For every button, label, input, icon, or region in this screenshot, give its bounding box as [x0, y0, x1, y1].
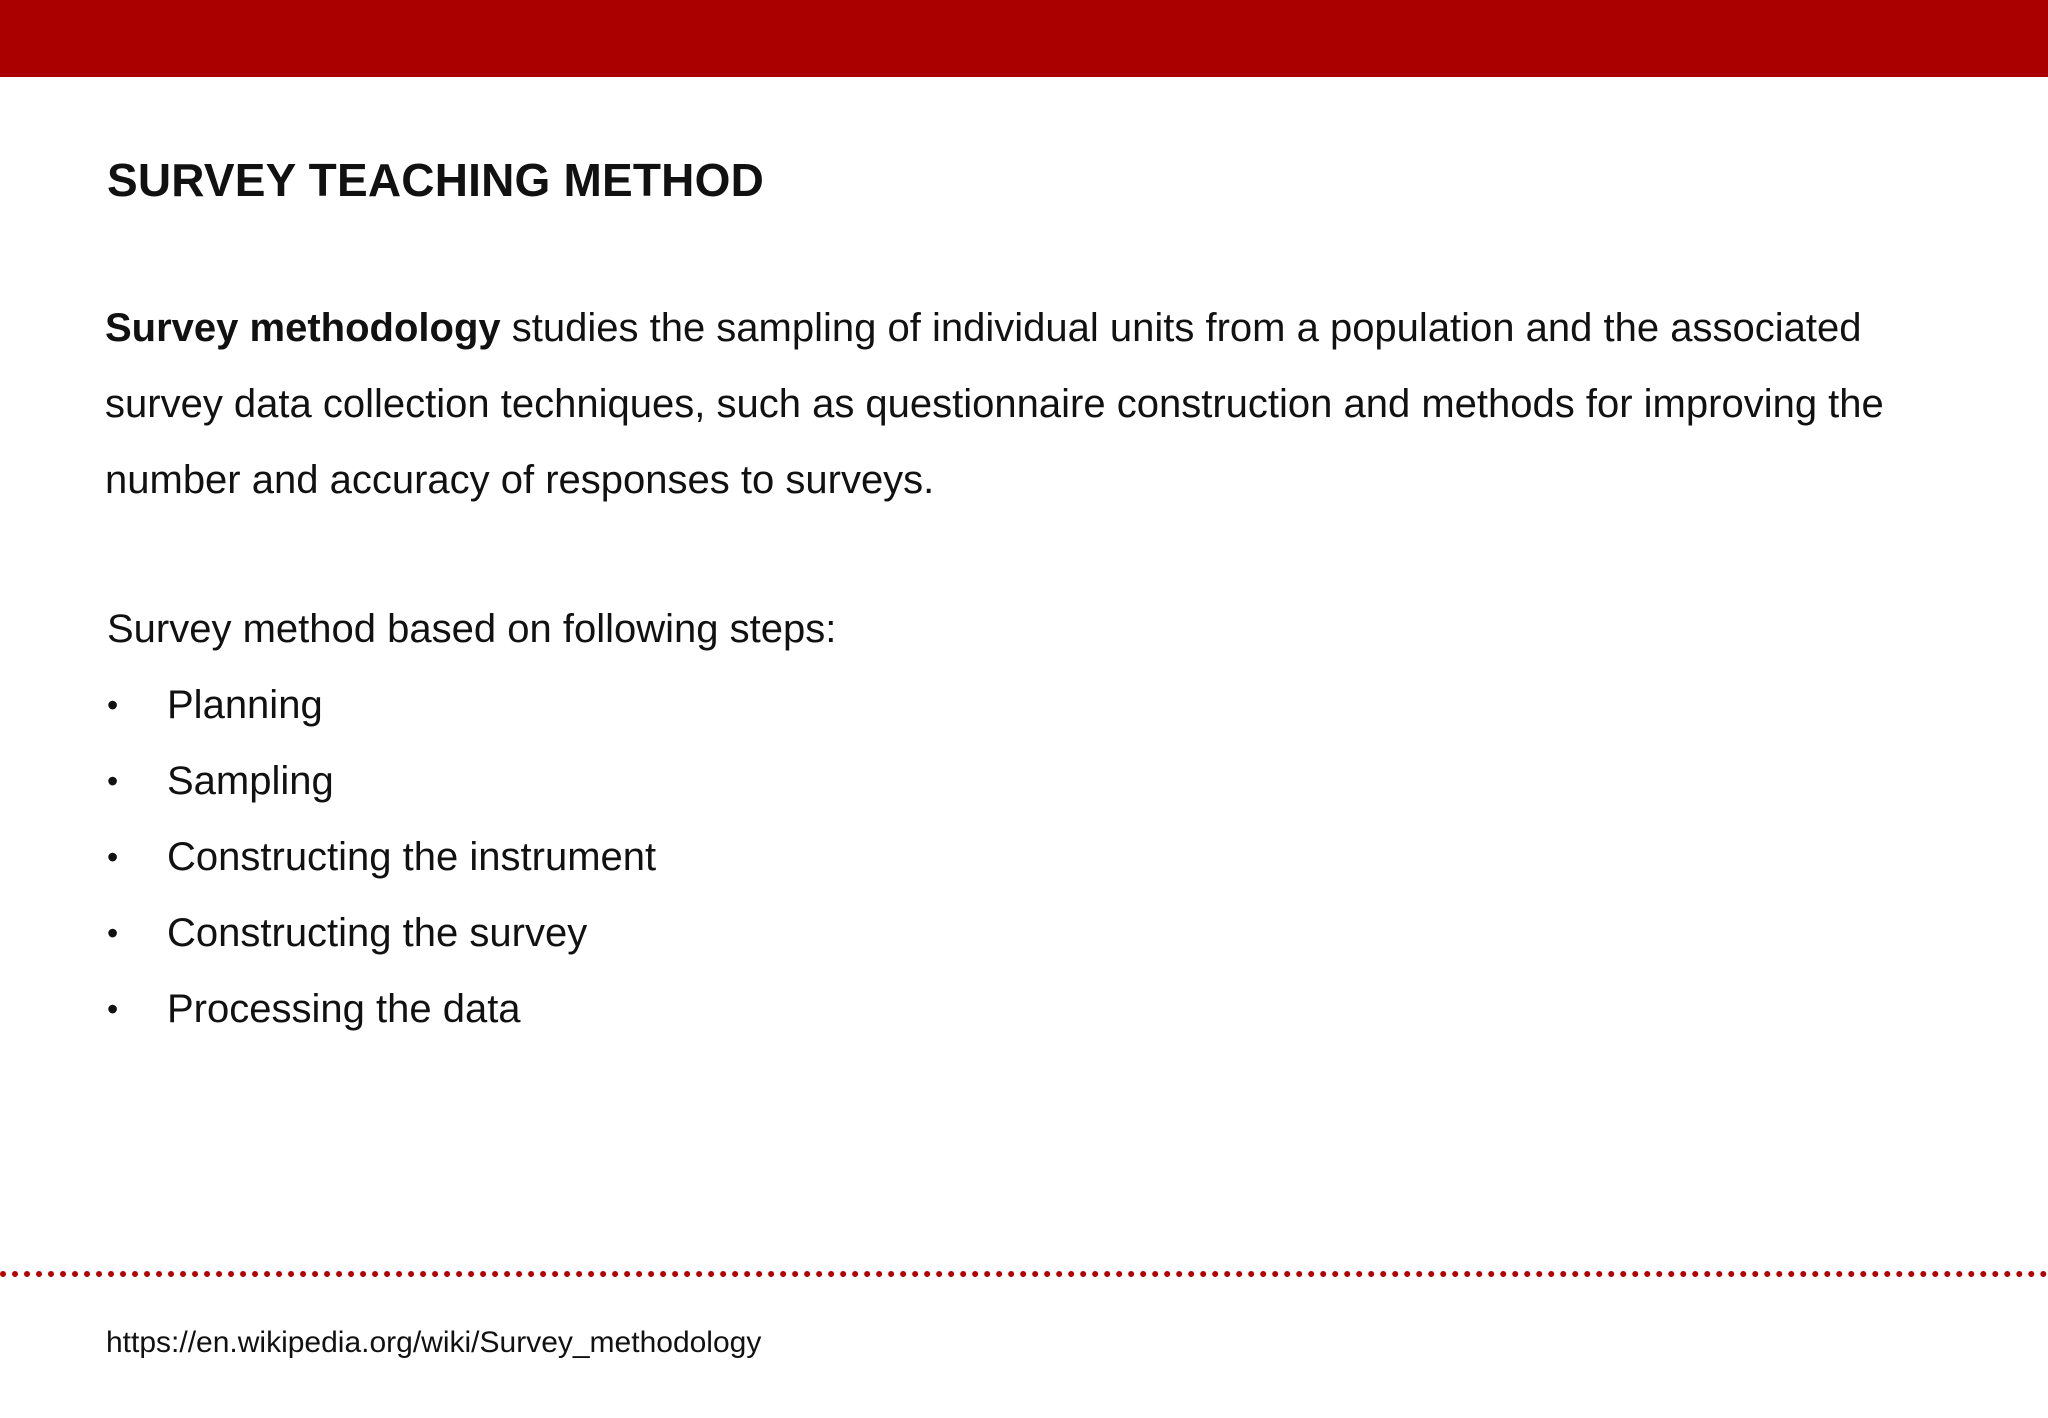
bullet-icon: • — [107, 687, 119, 723]
definition-term: Survey methodology — [105, 306, 501, 350]
step-label: Constructing the instrument — [167, 835, 657, 879]
bullet-icon: • — [107, 839, 119, 875]
bullet-icon: • — [107, 763, 119, 799]
step-label: Constructing the survey — [167, 911, 588, 955]
footer-divider — [0, 1271, 2048, 1277]
steps-intro: Survey method based on following steps: — [107, 607, 837, 651]
bullet-icon: • — [107, 915, 119, 951]
source-link[interactable]: https://en.wikipedia.org/wiki/Survey_methodology — [106, 1326, 762, 1359]
definition-paragraph — [105, 290, 1985, 518]
list-item — [107, 971, 656, 1047]
bullet-icon: • — [107, 991, 119, 1027]
step-label: Sampling — [167, 759, 334, 803]
step-label: Processing the data — [167, 987, 521, 1031]
slide-title: SURVEY TEACHING METHOD — [107, 154, 765, 206]
list-item — [107, 895, 656, 971]
steps-list — [107, 667, 656, 1047]
list-item — [107, 819, 656, 895]
definition-text: studies the sampling of individual units from a population and the associated survey data collection techniques, such as questionnaire construction and methods for improving the number and accuracy of responses to surveys. — [105, 306, 1884, 502]
list-item — [107, 667, 656, 743]
list-item — [107, 743, 656, 819]
header-bar — [0, 0, 2048, 77]
step-label: Planning — [167, 683, 323, 727]
